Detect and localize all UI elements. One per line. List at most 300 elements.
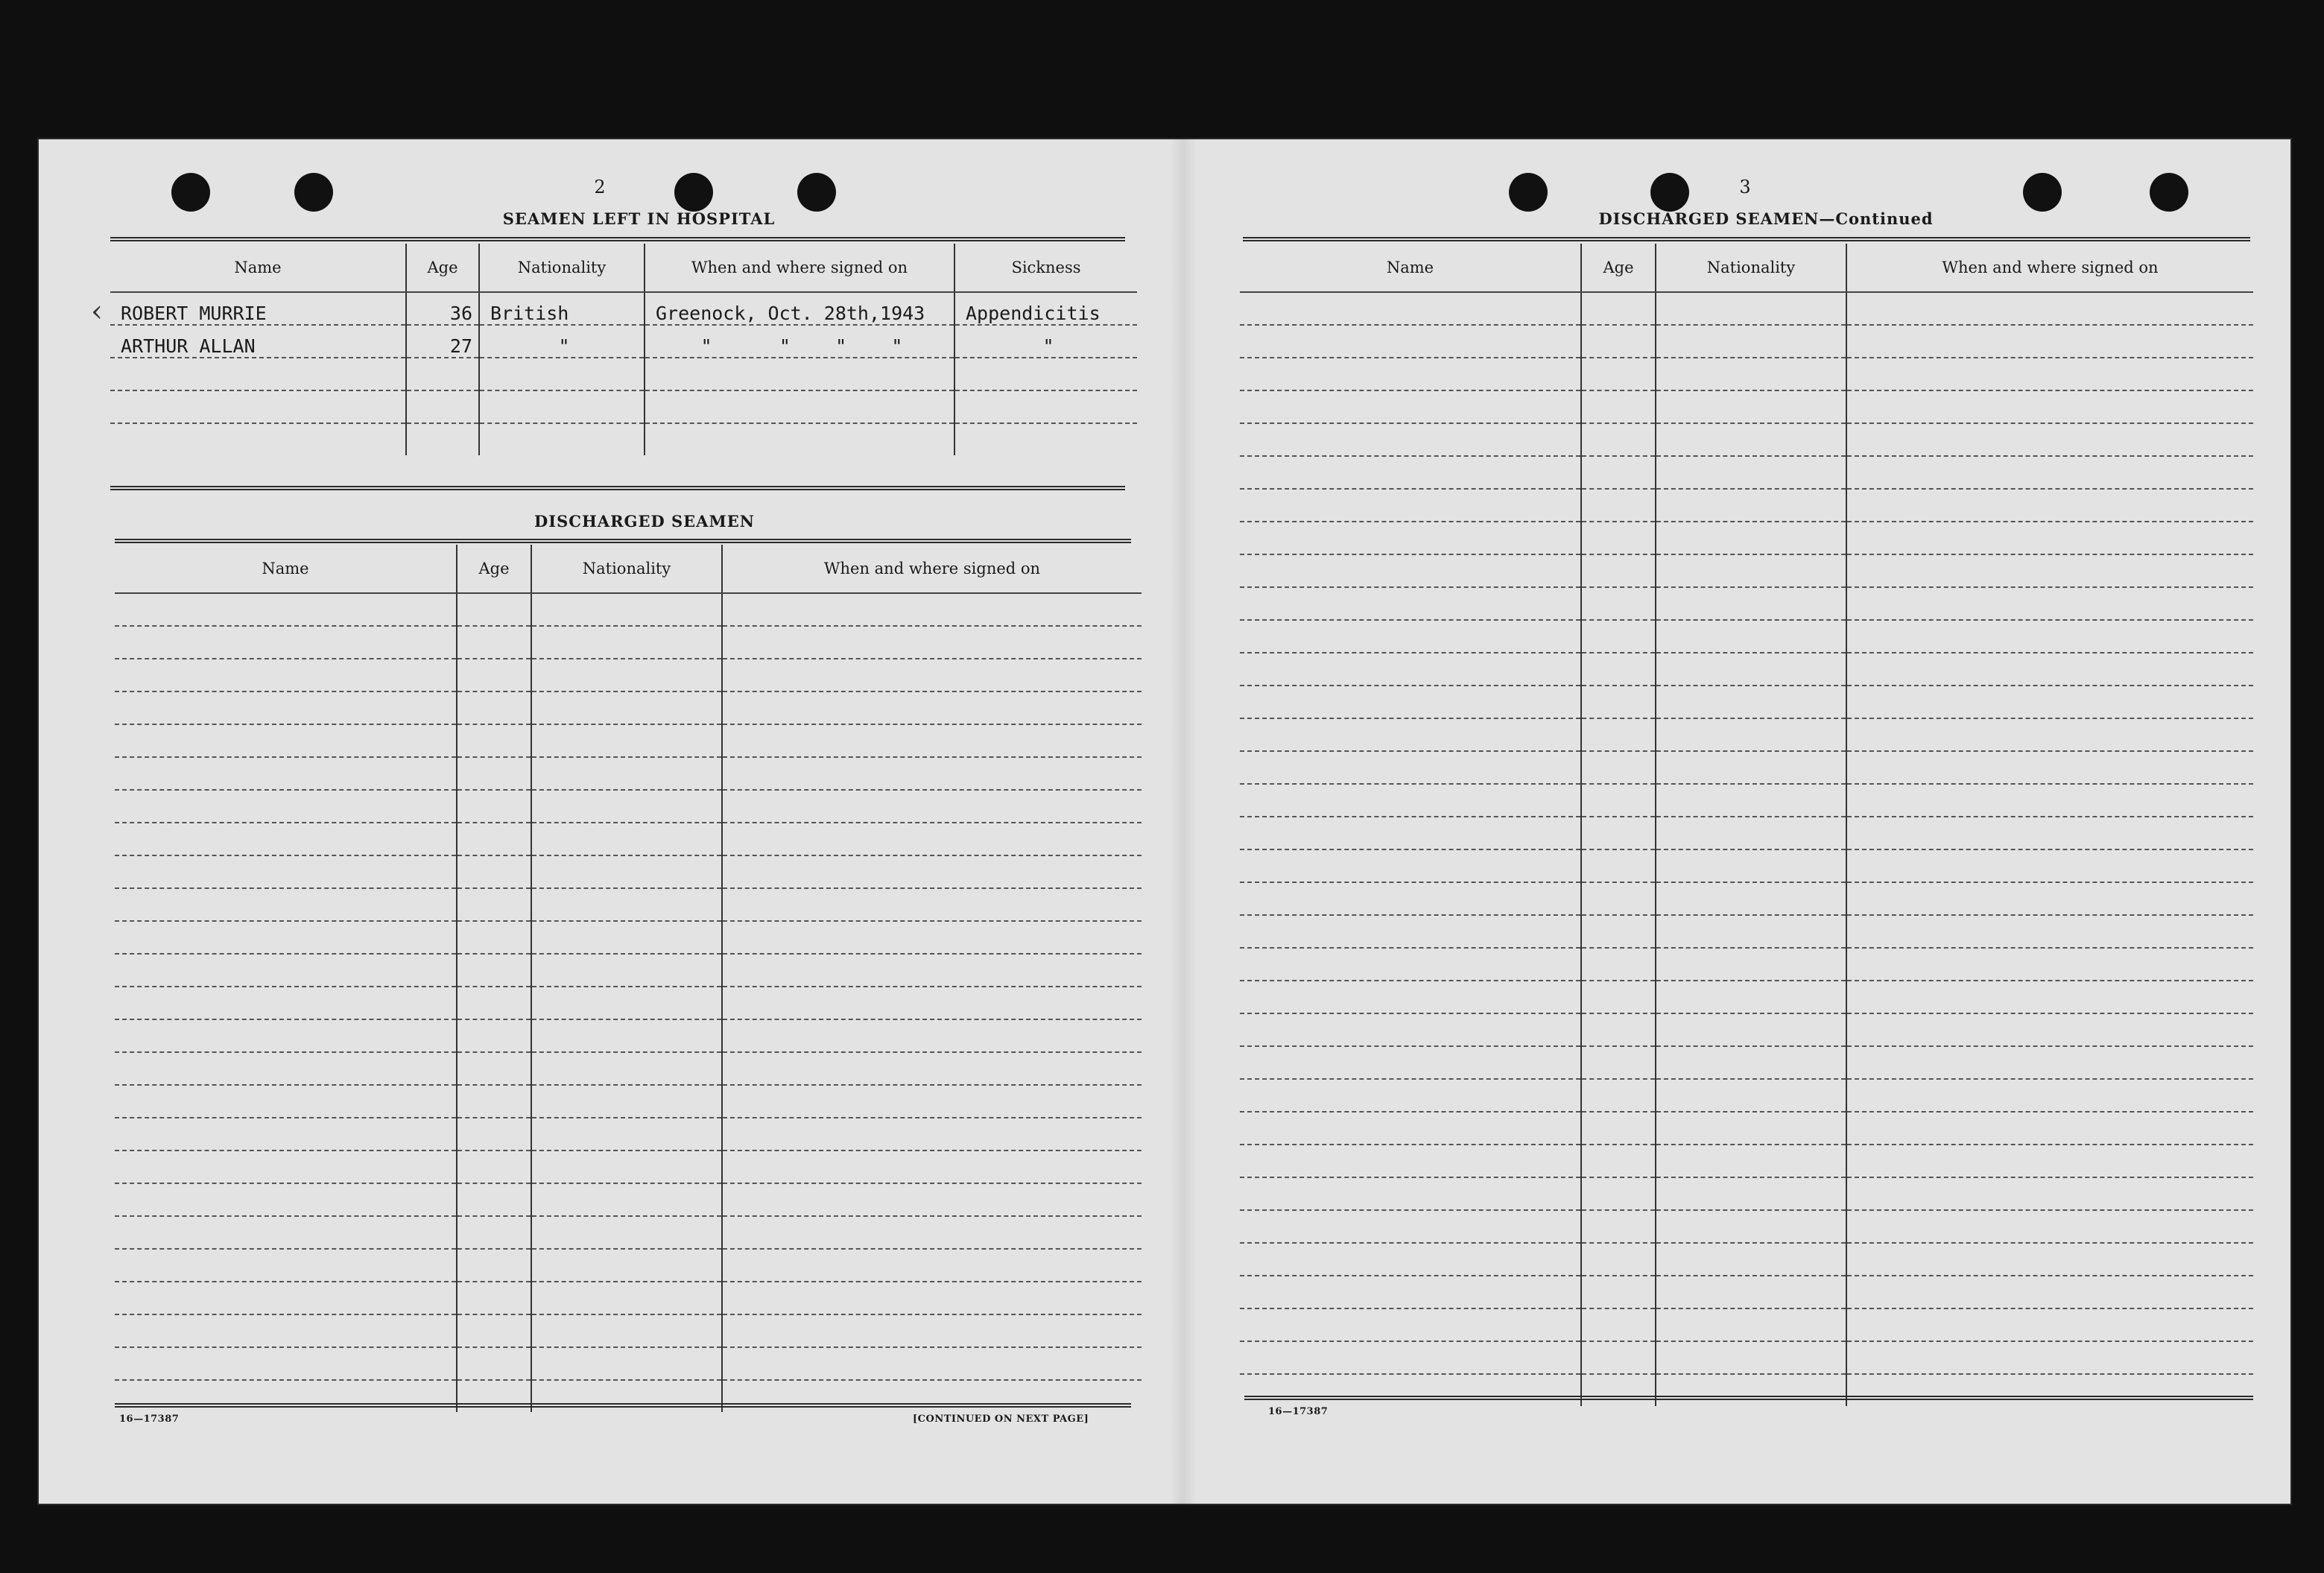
blank-cell (1846, 358, 2253, 390)
blank-cell (531, 921, 722, 954)
blank-cell (722, 1249, 1142, 1282)
double-rule (1244, 1396, 2253, 1400)
table-row (1240, 1341, 2253, 1374)
blank-cell (531, 855, 722, 888)
blank-cell (1656, 620, 1846, 653)
blank-cell (1240, 456, 1581, 489)
blank-cell (1581, 784, 1656, 817)
table-row (1240, 489, 2253, 522)
blank-cell (722, 987, 1142, 1019)
table-row (1240, 358, 2253, 390)
blank-cell (531, 1019, 722, 1052)
blank-cell (1846, 1341, 2253, 1374)
blank-cell (457, 1282, 531, 1314)
blank-cell (1846, 587, 2253, 620)
table-row (115, 1052, 1142, 1085)
blank-cell (1581, 915, 1656, 948)
blank-cell (1581, 751, 1656, 784)
blank-cell (1240, 882, 1581, 915)
blank-cell (1240, 292, 1581, 325)
blank-cell (1581, 1145, 1656, 1177)
cell-name: ARTHUR ALLAN (110, 325, 406, 358)
table-row (1240, 849, 2253, 882)
blank-cell (1581, 1112, 1656, 1145)
blank-cell (457, 1019, 531, 1052)
blank-cell (115, 954, 457, 987)
blank-cell (1240, 423, 1581, 456)
blank-cell (722, 823, 1142, 855)
blank-cell (531, 1151, 722, 1183)
blank-cell (406, 390, 479, 423)
blank-cell (1581, 522, 1656, 554)
blank-cell (722, 757, 1142, 790)
blank-cell (722, 1183, 1142, 1216)
form-number-left: 16—17387 (119, 1414, 180, 1425)
blank-cell (645, 358, 954, 390)
blank-cell (1846, 489, 2253, 522)
column-header-nationality: Nationality (531, 545, 722, 593)
blank-cell (1846, 1013, 2253, 1046)
blank-cell (1656, 1210, 1846, 1243)
binder-hole (797, 173, 836, 212)
table-row (1240, 653, 2253, 686)
cell-name: ROBERT MURRIE (110, 292, 406, 325)
blank-cell (115, 987, 457, 1019)
blank-cell (531, 1085, 722, 1118)
blank-cell (1846, 981, 2253, 1013)
blank-cell (1846, 1276, 2253, 1308)
blank-cell (1846, 1046, 2253, 1079)
cell-signed-on: " " " " (645, 325, 954, 358)
blank-cell (457, 987, 531, 1019)
blank-cell (457, 1183, 531, 1216)
table-row (1240, 456, 2253, 489)
table-row (1240, 620, 2253, 653)
blank-cell (479, 423, 645, 455)
blank-cell (1581, 1013, 1656, 1046)
table-row (1240, 1145, 2253, 1177)
blank-cell (457, 954, 531, 987)
blank-cell (1656, 817, 1846, 849)
blank-cell (1240, 915, 1581, 948)
cell-nationality: British (479, 292, 645, 325)
blank-cell (1656, 587, 1846, 620)
blank-cell (531, 1052, 722, 1085)
blank-cell (531, 954, 722, 987)
double-rule (110, 486, 1125, 490)
blank-cell (115, 626, 457, 659)
blank-cell (1846, 1079, 2253, 1112)
cell-signed-on: Greenock, Oct. 28th,1943 (645, 292, 954, 325)
cell-age: 27 (406, 325, 479, 358)
blank-cell (1581, 948, 1656, 981)
blank-cell (1240, 1308, 1581, 1341)
blank-cell (1240, 653, 1581, 686)
blank-cell (457, 790, 531, 823)
blank-cell (1581, 686, 1656, 718)
table-row (115, 1151, 1142, 1183)
blank-cell (115, 691, 457, 724)
blank-cell (531, 593, 722, 626)
blank-cell (1656, 358, 1846, 390)
double-rule (1243, 237, 2250, 241)
binder-hole (294, 173, 333, 212)
table-header-row (110, 244, 1137, 292)
continued-note: [CONTINUED ON NEXT PAGE] (913, 1414, 1089, 1425)
blank-cell (1240, 587, 1581, 620)
table-row (1240, 1374, 2253, 1406)
blank-cell (1846, 718, 2253, 751)
blank-cell (954, 423, 1137, 455)
table-row (115, 724, 1142, 757)
blank-cell (1581, 1046, 1656, 1079)
blank-cell (110, 423, 406, 455)
blank-cell (1656, 1145, 1846, 1177)
table-row (1240, 554, 2253, 587)
table-row (110, 325, 1137, 358)
table-row (1240, 1079, 2253, 1112)
blank-cell (1581, 817, 1656, 849)
table-row (110, 390, 1137, 423)
blank-cell (531, 1216, 722, 1249)
column-header-signed-on: When and where signed on (722, 545, 1142, 593)
column-header-name: Name (110, 244, 406, 292)
blank-cell (110, 390, 406, 423)
table-row (115, 1019, 1142, 1052)
blank-cell (1846, 620, 2253, 653)
blank-cell (645, 423, 954, 455)
blank-cell (115, 1085, 457, 1118)
blank-cell (1846, 1243, 2253, 1276)
column-header-signed-on: When and where signed on (1846, 244, 2253, 292)
table-row (1240, 1177, 2253, 1210)
table-row (1240, 915, 2253, 948)
table-row (115, 921, 1142, 954)
blank-cell (1846, 1112, 2253, 1145)
blank-cell (1846, 554, 2253, 587)
blank-cell (1581, 554, 1656, 587)
blank-cell (1581, 1374, 1656, 1406)
hospital-table (110, 244, 1137, 455)
blank-cell (722, 691, 1142, 724)
blank-cell (457, 1347, 531, 1380)
table-row (115, 855, 1142, 888)
blank-cell (110, 358, 406, 390)
blank-cell (1581, 587, 1656, 620)
cell-age: 36 (406, 292, 479, 325)
column-header-nationality: Nationality (1656, 244, 1846, 292)
blank-cell (722, 1052, 1142, 1085)
discharged-continued-title: DISCHARGED SEAMEN—Continued (1598, 209, 1934, 228)
blank-cell (115, 823, 457, 855)
blank-cell (531, 790, 722, 823)
table-row (1240, 784, 2253, 817)
table-row (115, 691, 1142, 724)
blank-cell (722, 1282, 1142, 1314)
blank-cell (1581, 1079, 1656, 1112)
blank-cell (531, 691, 722, 724)
blank-cell (531, 888, 722, 921)
blank-cell (1581, 981, 1656, 1013)
blank-cell (115, 888, 457, 921)
binder-hole (171, 173, 210, 212)
blank-cell (1656, 981, 1846, 1013)
blank-cell (457, 823, 531, 855)
blank-cell (1656, 1079, 1846, 1112)
discharged-table-right (1240, 244, 2253, 1406)
table-row (1240, 1243, 2253, 1276)
blank-cell (1846, 653, 2253, 686)
table-row (1240, 325, 2253, 358)
double-rule (115, 539, 1131, 543)
blank-cell (722, 790, 1142, 823)
blank-cell (115, 1052, 457, 1085)
blank-cell (1656, 522, 1846, 554)
table-row (115, 1183, 1142, 1216)
blank-cell (1656, 489, 1846, 522)
blank-cell (457, 691, 531, 724)
page-fold (1170, 138, 1197, 1505)
blank-cell (1656, 718, 1846, 751)
table-row (1240, 1210, 2253, 1243)
blank-cell (457, 757, 531, 790)
blank-cell (1656, 882, 1846, 915)
blank-cell (1240, 784, 1581, 817)
blank-cell (1846, 817, 2253, 849)
table-row (115, 1085, 1142, 1118)
blank-cell (722, 921, 1142, 954)
blank-cell (115, 790, 457, 823)
blank-cell (1581, 358, 1656, 390)
blank-cell (722, 1347, 1142, 1380)
blank-cell (115, 1216, 457, 1249)
column-header-age: Age (457, 545, 531, 593)
blank-cell (1846, 784, 2253, 817)
blank-cell (457, 1085, 531, 1118)
blank-cell (531, 757, 722, 790)
blank-cell (457, 1052, 531, 1085)
blank-cell (1846, 882, 2253, 915)
blank-cell (1846, 948, 2253, 981)
blank-cell (1240, 1276, 1581, 1308)
blank-cell (1240, 1210, 1581, 1243)
table-row (115, 1216, 1142, 1249)
blank-cell (1656, 915, 1846, 948)
blank-cell (1656, 554, 1846, 587)
table-row (1240, 686, 2253, 718)
table-header-row (1240, 244, 2253, 292)
blank-cell (457, 1216, 531, 1249)
table-row (1240, 292, 2253, 325)
blank-cell (1846, 1374, 2253, 1406)
cell-sickness: " (954, 325, 1137, 358)
blank-cell (115, 1314, 457, 1347)
table-row (1240, 1276, 2253, 1308)
binder-hole (1650, 173, 1689, 212)
blank-cell (722, 626, 1142, 659)
table-row (115, 823, 1142, 855)
table-row (1240, 587, 2253, 620)
table-row (1240, 1112, 2253, 1145)
blank-cell (1656, 1276, 1846, 1308)
binder-hole (1509, 173, 1548, 212)
column-header-age: Age (1581, 244, 1656, 292)
blank-cell (1846, 423, 2253, 456)
table-row (1240, 390, 2253, 423)
blank-cell (1656, 1374, 1846, 1406)
column-header-name: Name (1240, 244, 1581, 292)
hospital-section-title: SEAMEN LEFT IN HOSPITAL (502, 209, 776, 228)
blank-cell (1846, 915, 2253, 948)
table-row (115, 659, 1142, 691)
form-number-right: 16—17387 (1268, 1406, 1329, 1417)
blank-cell (1846, 1177, 2253, 1210)
blank-cell (1581, 653, 1656, 686)
blank-cell (1240, 325, 1581, 358)
blank-cell (1656, 784, 1846, 817)
blank-cell (115, 1183, 457, 1216)
blank-cell (1846, 1145, 2253, 1177)
table-row (115, 1347, 1142, 1380)
ledger-sheet (37, 138, 2292, 1505)
table-row (115, 987, 1142, 1019)
blank-cell (457, 1249, 531, 1282)
blank-cell (1656, 456, 1846, 489)
table-row (1240, 423, 2253, 456)
blank-cell (406, 358, 479, 390)
blank-cell (1240, 522, 1581, 554)
blank-cell (1656, 948, 1846, 981)
blank-cell (1240, 1079, 1581, 1112)
blank-cell (722, 1314, 1142, 1347)
blank-cell (1240, 1374, 1581, 1406)
blank-cell (531, 1314, 722, 1347)
blank-cell (1581, 1308, 1656, 1341)
blank-cell (1581, 325, 1656, 358)
blank-cell (1656, 1177, 1846, 1210)
table-row (1240, 1308, 2253, 1341)
column-header-sickness: Sickness (954, 244, 1137, 292)
blank-cell (457, 626, 531, 659)
blank-cell (1240, 489, 1581, 522)
blank-cell (115, 1249, 457, 1282)
blank-cell (1240, 1145, 1581, 1177)
blank-cell (531, 626, 722, 659)
blank-cell (531, 1118, 722, 1151)
blank-cell (1581, 390, 1656, 423)
blank-cell (1240, 1013, 1581, 1046)
page-number-right: 3 (1739, 177, 1751, 197)
column-header-name: Name (115, 545, 457, 593)
blank-cell (1581, 1177, 1656, 1210)
binder-hole (2150, 173, 2188, 212)
table-row (110, 358, 1137, 390)
blank-cell (1240, 981, 1581, 1013)
blank-cell (457, 1314, 531, 1347)
blank-cell (645, 390, 954, 423)
blank-cell (1240, 1177, 1581, 1210)
blank-cell (115, 1282, 457, 1314)
blank-cell (115, 659, 457, 691)
blank-cell (1846, 686, 2253, 718)
table-row (1240, 948, 2253, 981)
blank-cell (1656, 653, 1846, 686)
blank-cell (1240, 1046, 1581, 1079)
table-row (1240, 817, 2253, 849)
double-rule (110, 237, 1125, 241)
column-header-nationality: Nationality (479, 244, 645, 292)
table-row (115, 954, 1142, 987)
table-row (115, 1118, 1142, 1151)
blank-cell (115, 1151, 457, 1183)
blank-cell (531, 1249, 722, 1282)
blank-cell (457, 724, 531, 757)
table-row (115, 1282, 1142, 1314)
blank-cell (406, 423, 479, 455)
table-row (1240, 882, 2253, 915)
blank-cell (722, 1019, 1142, 1052)
blank-cell (954, 390, 1137, 423)
blank-cell (722, 1085, 1142, 1118)
blank-cell (1240, 1112, 1581, 1145)
blank-cell (457, 921, 531, 954)
discharged-table-left (115, 545, 1142, 1412)
page-number-left: 2 (594, 177, 606, 197)
blank-cell (1846, 1210, 2253, 1243)
blank-cell (115, 855, 457, 888)
blank-cell (1656, 849, 1846, 882)
table-row (115, 1314, 1142, 1347)
blank-cell (1656, 292, 1846, 325)
blank-cell (1846, 325, 2253, 358)
blank-cell (1240, 849, 1581, 882)
table-row (1240, 718, 2253, 751)
blank-cell (1581, 1210, 1656, 1243)
blank-cell (722, 593, 1142, 626)
table-row (115, 626, 1142, 659)
blank-cell (1240, 817, 1581, 849)
table-row (1240, 522, 2253, 554)
blank-cell (1240, 620, 1581, 653)
blank-cell (722, 954, 1142, 987)
blank-cell (1656, 751, 1846, 784)
margin-tick-mark: ‹ (91, 294, 103, 329)
table-row (110, 423, 1137, 455)
blank-cell (457, 1118, 531, 1151)
blank-cell (1846, 390, 2253, 423)
blank-cell (1240, 1243, 1581, 1276)
double-rule (115, 1403, 1131, 1408)
column-header-age: Age (406, 244, 479, 292)
blank-cell (479, 390, 645, 423)
blank-cell (1581, 456, 1656, 489)
blank-cell (457, 1151, 531, 1183)
table-row (1240, 751, 2253, 784)
blank-cell (1846, 1308, 2253, 1341)
blank-cell (457, 593, 531, 626)
blank-cell (1656, 325, 1846, 358)
cell-sickness: Appendicitis (954, 292, 1137, 325)
blank-cell (531, 987, 722, 1019)
blank-cell (1581, 1276, 1656, 1308)
blank-cell (479, 358, 645, 390)
blank-cell (1581, 849, 1656, 882)
blank-cell (1581, 489, 1656, 522)
blank-cell (722, 724, 1142, 757)
blank-cell (457, 659, 531, 691)
table-row (115, 888, 1142, 921)
blank-cell (1581, 1341, 1656, 1374)
